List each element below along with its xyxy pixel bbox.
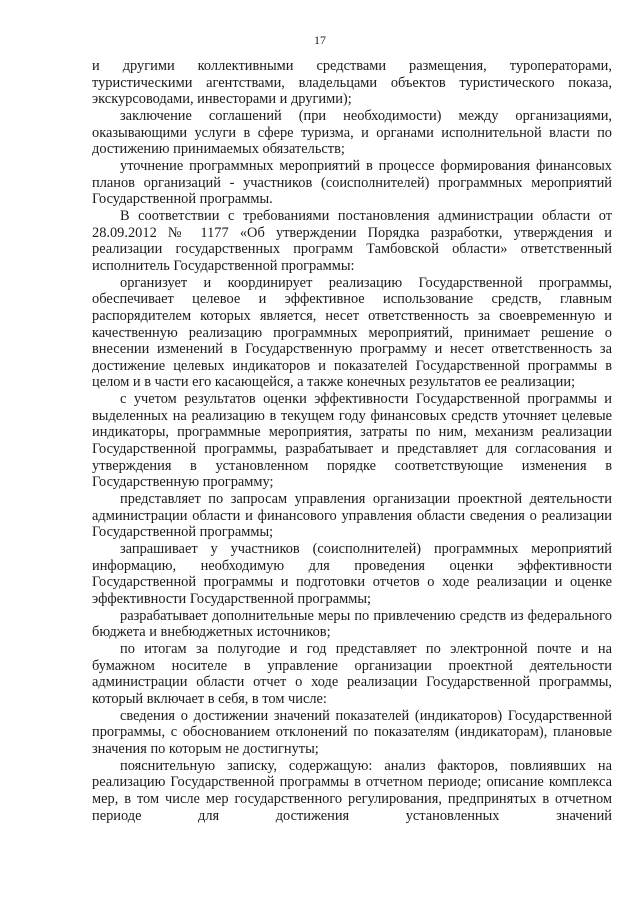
paragraph: В соответствии с требованиями постановления администрации области от 28.09.2012 № 1177 «Об утверждении Порядка разработки, утверждения и реализации государственных программ Тамбовской области» ответственный исполнитель Государственной программы:	[92, 207, 612, 274]
paragraph: с учетом результатов оценки эффективности Государственной программы и выделенных на реализацию в текущем году финансовых средств уточняет целевые индикаторы, программные мероприятия, затраты по ним, механизм реализации Государственной программы, разрабатывает и представляет для согласования и утверждения в установленном порядке соответствующие изменения в Государственную программу;	[92, 391, 612, 491]
paragraph: организует и координирует реализацию Государственной программы, обеспечивает целевое и эффективное использование средств, главным распорядителем которых является, несет ответственность за своевременную и качественную реализацию программных мероприятий, принимает решение о внесении изменений в Государственную программу и несет ответственность за достижение целевых индикаторов и показателей Государственной программы в целом и в части его касающейся, а также конечных результатов ее реализации;	[92, 274, 612, 391]
paragraph: по итогам за полугодие и год представляет по электронной почте и на бумажном носителе в управление организации проектной деятельности администрации области отчет о ходе реализации Государственной программы, который включает в себя, в том числе:	[92, 640, 612, 707]
paragraph: уточнение программных мероприятий в процессе формирования финансовых планов организаций - участников (соисполнителей) программных мероприятий Государственной программы.	[92, 157, 612, 208]
paragraph: заключение соглашений (при необходимости) между организациями, оказывающими услуги в сфере туризма, и органами исполнительной власти по достижению принимаемых обязательств;	[92, 107, 612, 158]
paragraph: представляет по запросам управления организации проектной деятельности администрации области и финансового управления области сведения о реализации Государственной программы;	[92, 491, 612, 541]
paragraph: сведения о достижении значений показателей (индикаторов) Государственной программы, с обоснованием отклонений по показателям (индикаторам), плановые значения по которым не достигнуты;	[92, 707, 612, 757]
paragraph: запрашивает у участников (соисполнителей) программных мероприятий информацию, необходимую для проведения оценки эффективности Государственной программы и подготовки отчетов о ходе реализации и оценке эффективности Государственной программы;	[92, 541, 612, 607]
page-number: 17	[314, 33, 326, 47]
paragraph: пояснительную записку, содержащую: анализ факторов, повлиявших на реализацию Государственной программы в отчетном периоде; описание комплекса мер, в том числе мер государственного регулирования, предпринятых в отчетном периоде для достижения установленных значений	[92, 757, 612, 824]
paragraph: и другими коллективными средствами размещения, туроператорами, туристическими агентствами, владельцами объектов туристического показа, экскурсоводами, инвесторами и другими);	[92, 58, 612, 108]
document-body	[92, 58, 612, 824]
paragraph: разрабатывает дополнительные меры по привлечению средств из федерального бюджета и внебюджетных источников;	[92, 607, 612, 641]
